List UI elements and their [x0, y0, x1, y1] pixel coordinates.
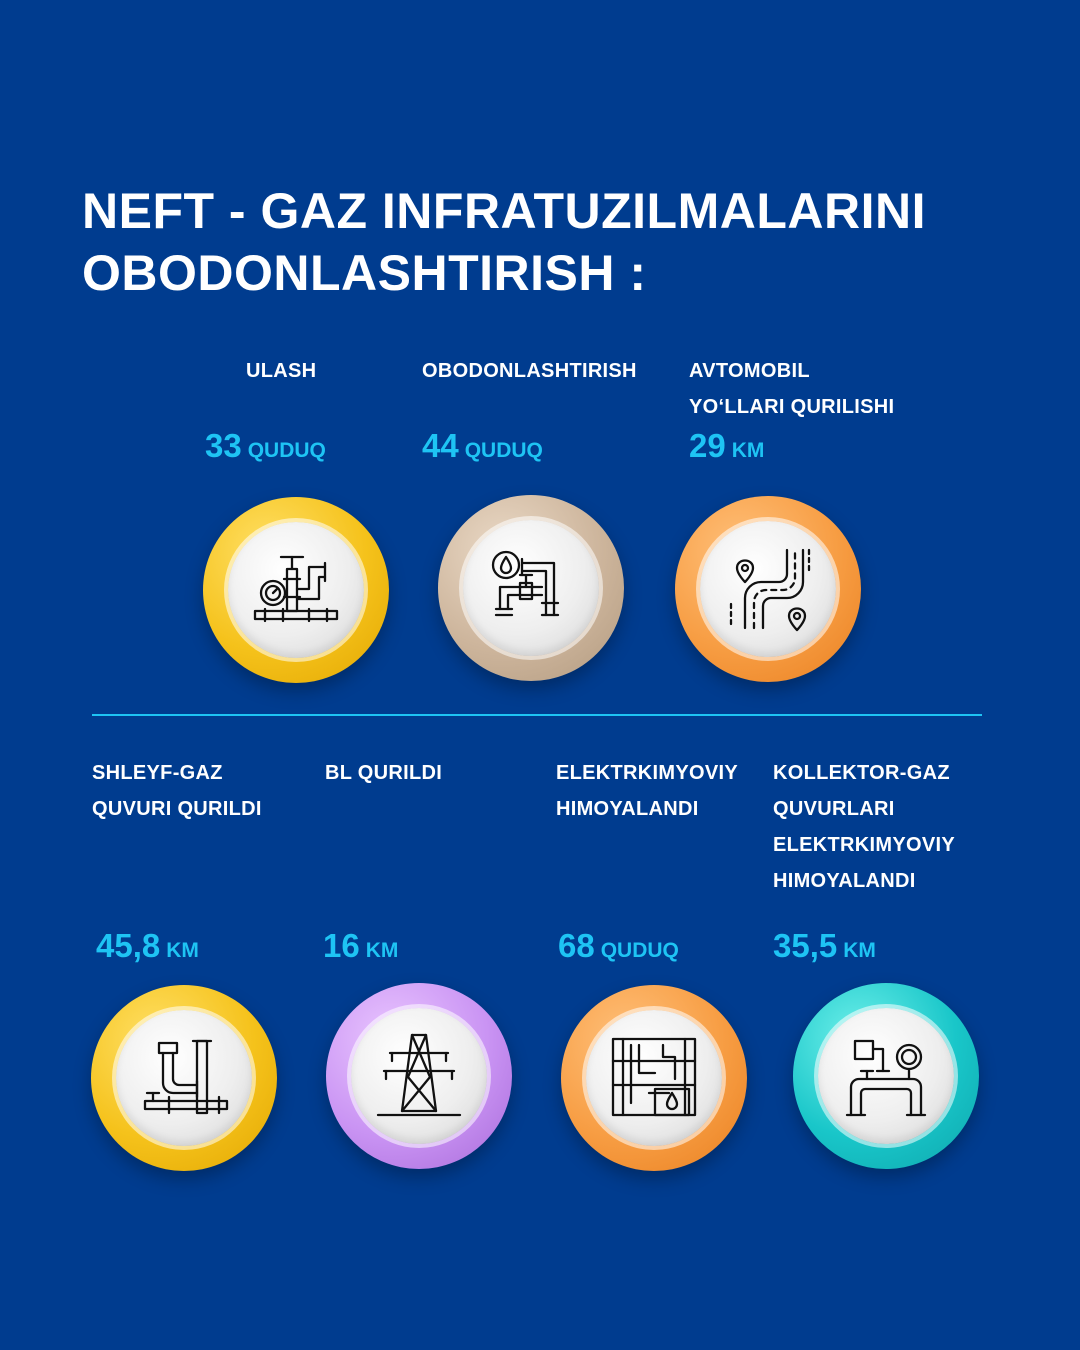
road-map-pin-icon	[723, 544, 813, 634]
refinery-rack-icon	[609, 1033, 699, 1123]
icon-badge	[91, 985, 277, 1171]
stat-label-line: OBODONLASHTIRISH	[422, 360, 637, 382]
page-title	[82, 180, 926, 304]
stat-unit: KM	[731, 439, 765, 462]
stat-number: 35,5	[773, 927, 838, 964]
stat-label	[773, 755, 955, 899]
icon-badge	[793, 983, 979, 1169]
stat-unit: QUDUQ	[464, 439, 543, 462]
power-tower-icon	[374, 1031, 464, 1121]
stat-unit: KM	[166, 939, 199, 962]
stat-value	[96, 928, 199, 971]
stat-label-line: YO‘LLARI QURILISHI	[689, 396, 895, 418]
stat-label-line: QUVURLARI	[773, 798, 895, 820]
section-divider	[92, 714, 982, 716]
page-title-line-2: OBODONLASHTIRISH :	[82, 245, 647, 301]
stat-label	[92, 755, 262, 827]
stat-number: 29	[689, 427, 726, 464]
stat-unit: KM	[365, 939, 399, 962]
stat-label-line: ULASH	[246, 360, 317, 382]
icon-badge	[326, 983, 512, 1169]
stat-label	[246, 353, 316, 389]
stat-unit: KM	[843, 939, 876, 962]
stat-number: 33	[205, 427, 242, 464]
stat-number: 68	[558, 927, 595, 964]
stat-label-line: ELEKTRKIMYOVIY	[773, 834, 955, 856]
stat-label-line: ELEKTRKIMYOVIY	[556, 762, 738, 784]
stat-label-line: QUVURI QURILDI	[92, 798, 262, 820]
page-title-line-1: NEFT - GAZ INFRATUZILMALARINI	[82, 183, 926, 239]
stat-label	[556, 755, 738, 827]
stat-value	[323, 928, 398, 971]
stat-label	[689, 353, 894, 425]
stat-label-line: KOLLEKTOR-GAZ	[773, 762, 950, 784]
stat-label-line: AVTOMOBIL	[689, 360, 810, 382]
stat-label-line: HIMOYALANDI	[773, 870, 916, 892]
icon-badge	[438, 495, 624, 681]
stat-unit: QUDUQ	[600, 939, 679, 962]
stat-number: 45,8	[96, 927, 161, 964]
stat-unit: QUDUQ	[247, 439, 326, 462]
stat-value	[689, 428, 764, 471]
valve-pipe-gauge-icon	[251, 545, 341, 635]
stat-label-line: BL QURILDI	[325, 762, 443, 784]
stat-label	[422, 353, 637, 389]
stat-number: 16	[323, 927, 360, 964]
icon-badge	[675, 496, 861, 682]
gas-pipe-icon	[139, 1033, 229, 1123]
icon-badge	[561, 985, 747, 1171]
icon-badge	[203, 497, 389, 683]
stat-label-line: HIMOYALANDI	[556, 798, 699, 820]
oil-pipeline-drop-icon	[486, 543, 576, 633]
stat-value	[773, 928, 876, 971]
stat-value	[205, 428, 326, 471]
stat-label	[325, 755, 442, 791]
pipe-manifold-icon	[841, 1031, 931, 1121]
stat-value	[558, 928, 679, 971]
stat-number: 44	[422, 427, 459, 464]
stat-label-line: SHLEYF-GAZ	[92, 762, 223, 784]
stat-value	[422, 428, 543, 471]
